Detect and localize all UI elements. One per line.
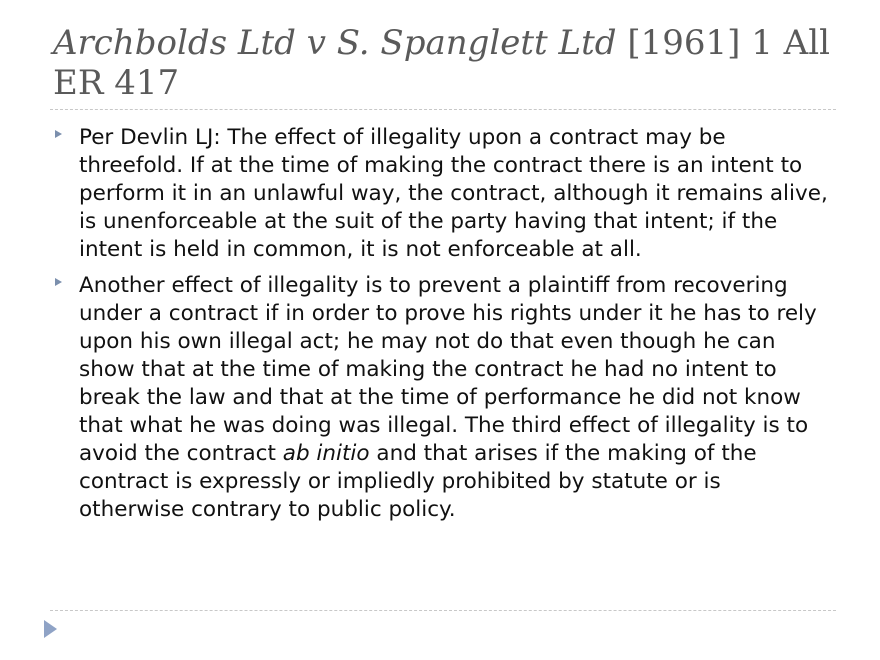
bullet-text	[79, 273, 817, 522]
slide-title	[53, 23, 853, 103]
triangle-bullet-icon	[55, 130, 62, 138]
bullet-text-after: and that arises if the making of the contract is expressly or impliedly prohibited by statute or is otherwise contrary to public policy.	[79, 441, 757, 522]
bullet-text-latin: ab initio	[282, 441, 370, 466]
play-triangle-icon[interactable]	[44, 620, 57, 638]
title-citation: [1961] 1 All ER 417	[53, 23, 830, 103]
triangle-bullet-icon	[55, 278, 62, 286]
bullet-text-before: Another effect of illegality is to prevent a plaintiff from recovering under a contract if in order to prove his rights under it he has to rely upon his own illegal act; he may not do that even though he can show that at the time of making the contract he had no intent to break the law and that at the time of performance he did not know that what he was doing was illegal. The third effect of illegality is to avoid the contract	[79, 273, 817, 466]
title-divider	[50, 109, 836, 110]
footer-divider	[50, 610, 836, 611]
title-case-name: Archbolds Ltd v S. Spanglett Ltd	[53, 23, 617, 63]
bullet-item-devlin-lj	[50, 124, 830, 264]
bullet-text: Per Devlin LJ: The effect of illegality upon a contract may be threefold. If at the time of making the contract there is an intent to perform it in an unlawful way, the contract, although it remains alive, is unenforceable at the suit of the party having that intent; if the intent is held in common, it is not enforceable at all.	[79, 125, 828, 262]
bullet-item-another-effect	[50, 272, 830, 524]
bullet-list	[50, 124, 830, 532]
